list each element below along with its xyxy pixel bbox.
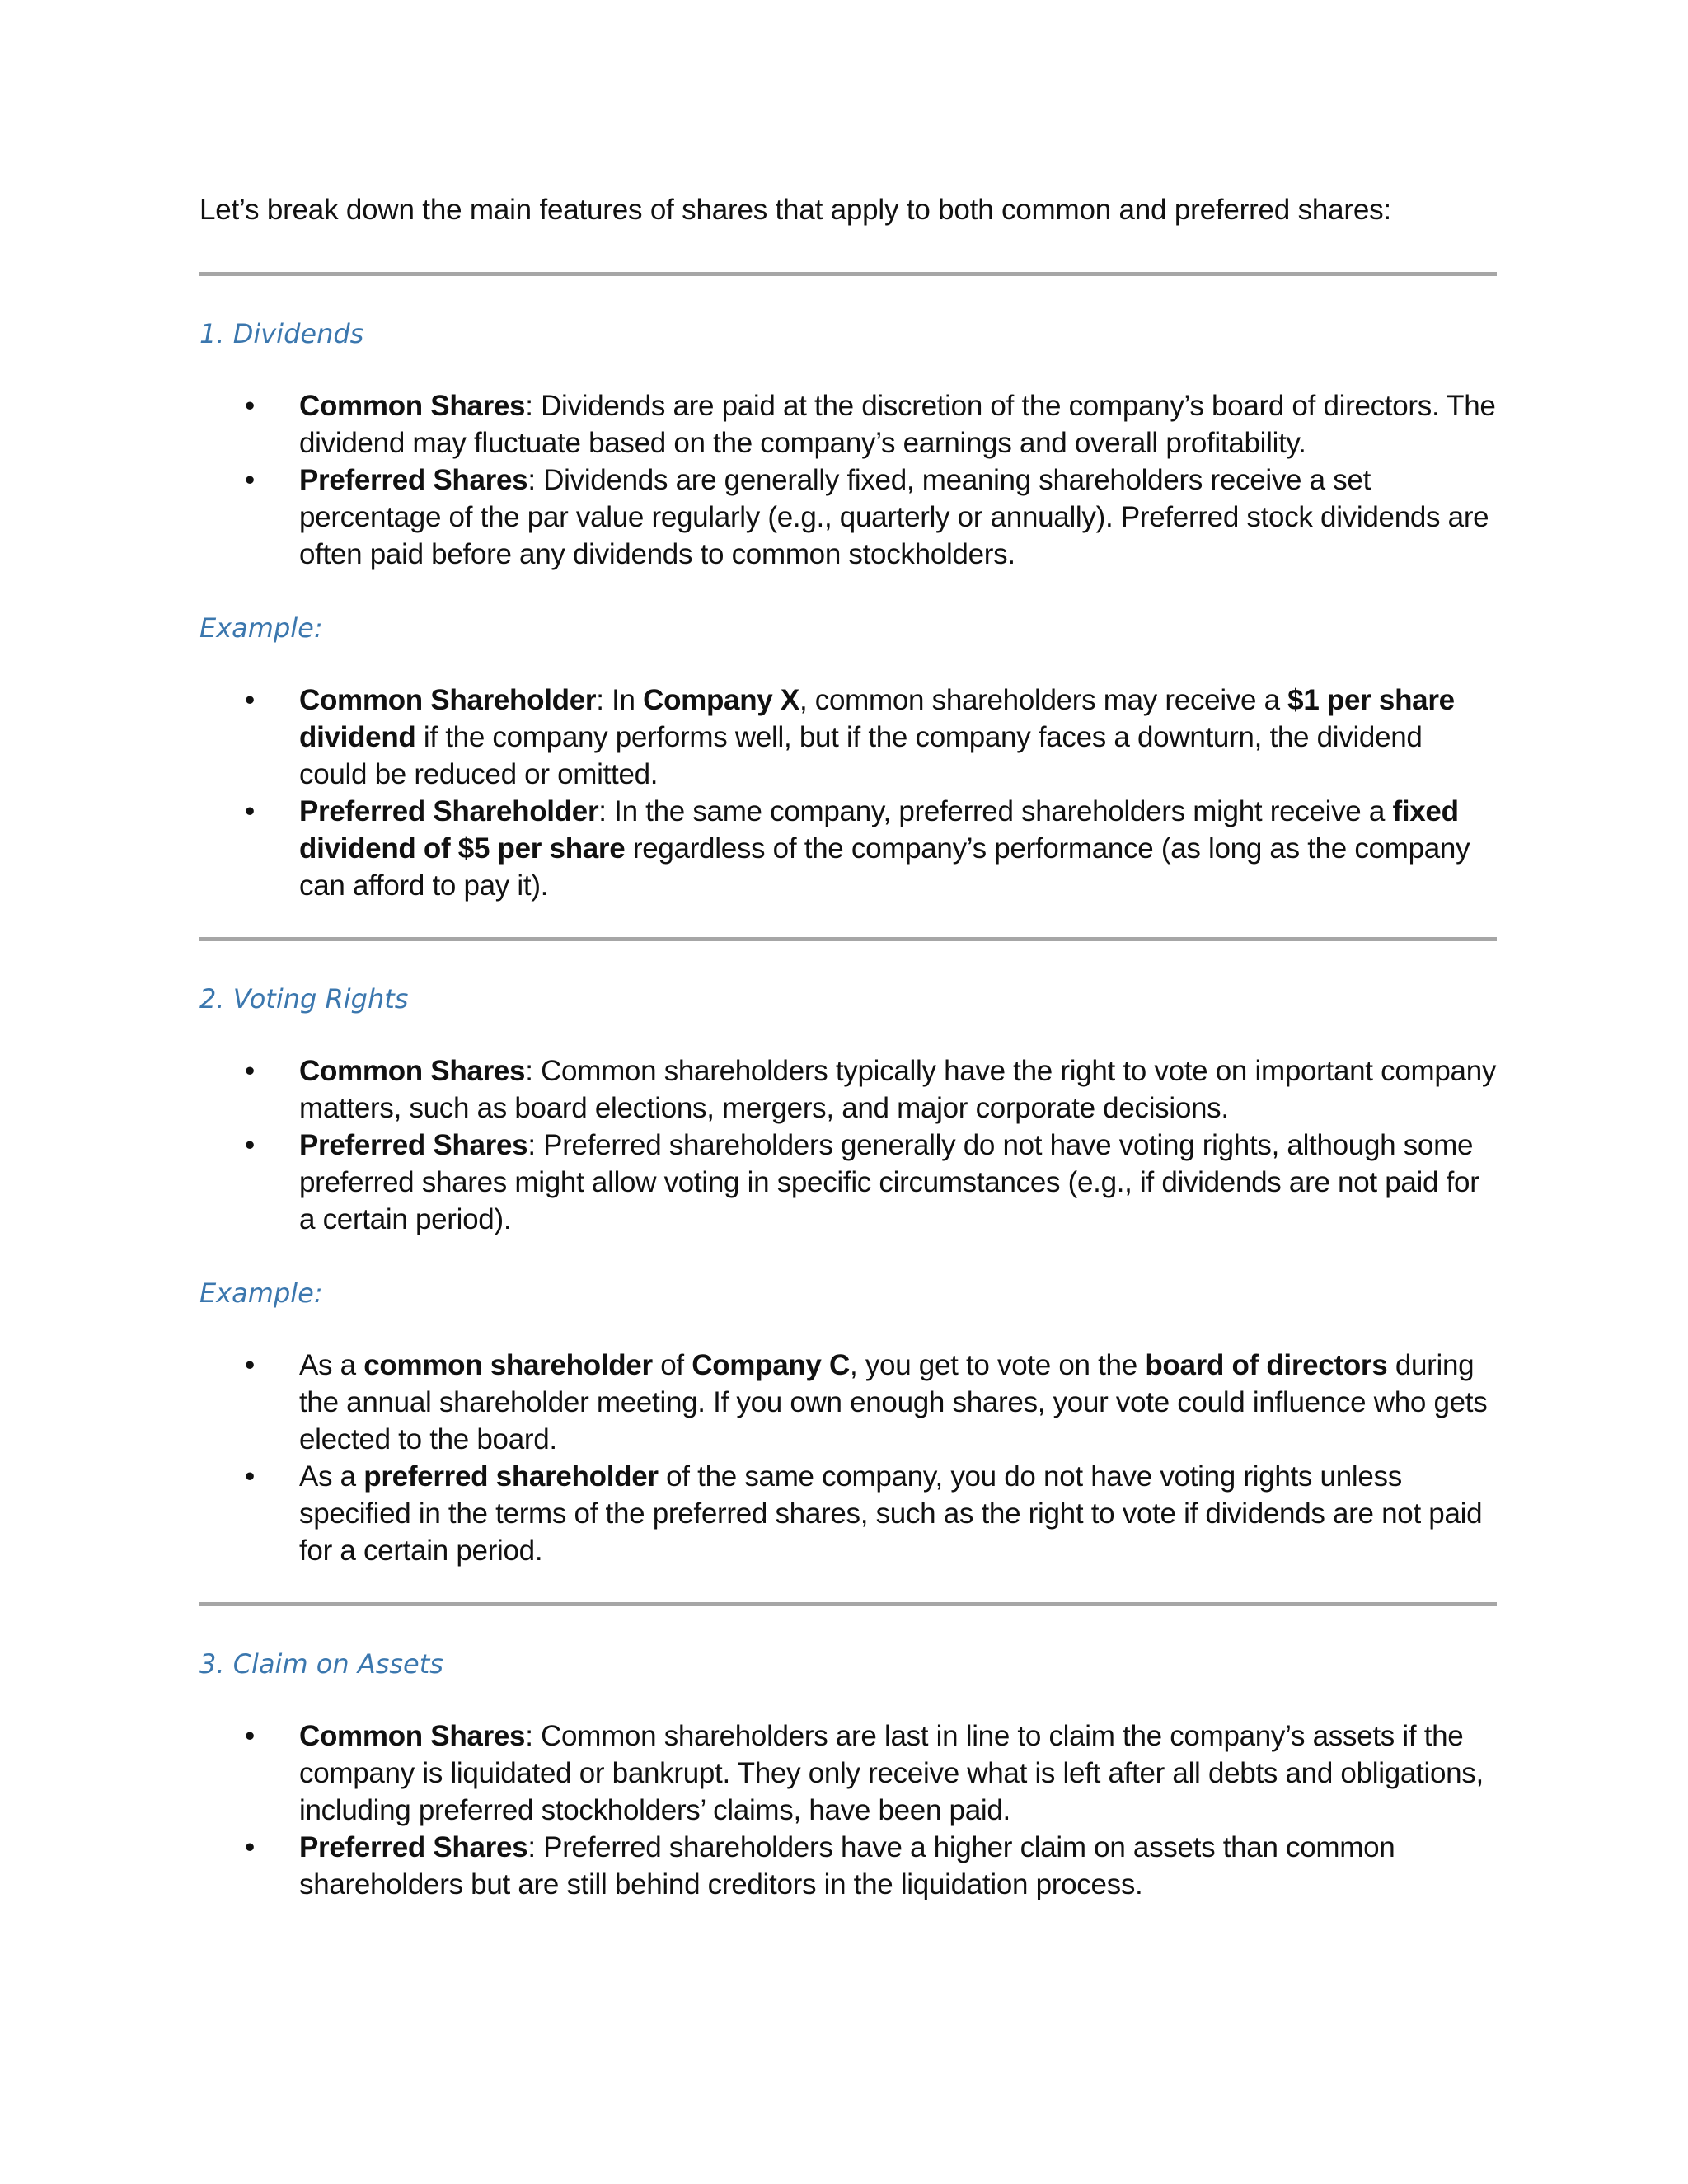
bold-term: $1 per share dividend (299, 684, 1455, 753)
text-run: of (652, 1349, 692, 1381)
voting-points-list (199, 1052, 1497, 1238)
voting-examples-list (199, 1347, 1497, 1569)
bullet-icon: • (245, 1831, 255, 1863)
text-run: during the annual shareholder meeting. If you own enough shares, your vote could influence who gets elected to the board. (299, 1349, 1488, 1455)
text-run: , you get to vote on the (850, 1349, 1146, 1381)
bold-term: Company X (643, 684, 799, 716)
text-run: if the company performs well, but if the company faces a downturn, the dividend could be reduced or omitted. (299, 721, 1423, 790)
list-item (199, 1718, 1497, 1829)
dividends-points-list (199, 387, 1497, 573)
text-run: : Common shareholders typically have the right to vote on important company matters, such as board elections, mergers, and major corporate decisions. (299, 1055, 1497, 1124)
section-heading-voting-rights: 2. Voting Rights (199, 983, 409, 1015)
bold-term: Preferred Shares (299, 464, 528, 496)
list-item (199, 793, 1497, 904)
section-divider (199, 937, 1497, 941)
list-item (199, 387, 1497, 462)
list-item (199, 1829, 1497, 1903)
bold-term: board of directors (1145, 1349, 1388, 1381)
bullet-icon: • (245, 795, 255, 827)
bullet-icon: • (245, 464, 255, 496)
dividends-examples-list (199, 682, 1497, 904)
bold-term: Preferred Shares (299, 1831, 528, 1863)
text-run: : In the same company, preferred shareholders might receive a (598, 795, 1393, 827)
text-run: As a (299, 1349, 364, 1381)
list-item (199, 462, 1497, 573)
section-divider (199, 272, 1497, 276)
text-run: regardless of the company’s performance (as long as the company can afford to pay it). (299, 832, 1470, 902)
text-run: : Dividends are paid at the discretion of the company’s board of directors. The dividend may fluctuate based on the company’s earnings and overall profitability. (299, 390, 1496, 459)
bold-term: Preferred Shareholder (299, 795, 599, 827)
bold-term: Preferred Shares (299, 1129, 528, 1161)
list-item (199, 1347, 1497, 1458)
text-run: : Preferred shareholders generally do not have voting rights, although some preferred shares might allow voting in specific circumstances (e.g., if dividends are not paid for a certain period). (299, 1129, 1479, 1235)
example-label: Example: (199, 612, 323, 644)
text-run: : Preferred shareholders have a higher claim on assets than common shareholders but are still behind creditors in the liquidation process. (299, 1831, 1395, 1900)
list-item (199, 1052, 1497, 1127)
list-item (199, 1458, 1497, 1569)
text-run: of the same company, you do not have voting rights unless specified in the terms of the preferred shares, such as the right to vote if dividends are not paid for a certain period. (299, 1460, 1483, 1567)
bullet-icon: • (245, 1460, 255, 1493)
bold-term: preferred shareholder (363, 1460, 659, 1493)
bullet-icon: • (245, 1349, 255, 1381)
text-run: : Common shareholders are last in line to claim the company’s assets if the company is liquidated or bankrupt. They only receive what is left after all debts and obligations, including preferred stockholders’ claims, have been paid. (299, 1720, 1484, 1826)
list-item (199, 1127, 1497, 1238)
section-heading-claim-on-assets: 3. Claim on Assets (199, 1648, 443, 1680)
example-label: Example: (199, 1277, 323, 1309)
list-item (199, 682, 1497, 793)
text-run: As a (299, 1460, 364, 1493)
bullet-icon: • (245, 1720, 255, 1752)
section-heading-dividends: 1. Dividends (199, 318, 364, 349)
bullet-icon: • (245, 1055, 255, 1087)
bullet-icon: • (245, 684, 255, 716)
claim-points-list (199, 1718, 1497, 1903)
bold-term: Common Shares (299, 1055, 526, 1087)
bold-term: common shareholder (363, 1349, 653, 1381)
bold-term: Common Shareholder (299, 684, 597, 716)
text-run: : Dividends are generally fixed, meaning shareholders receive a set percentage of the par value regularly (e.g., quarterly or annually). Preferred stock dividends are often paid before any dividends to common stockholders. (299, 464, 1489, 570)
section-divider (199, 1602, 1497, 1606)
document-page (199, 191, 1497, 1903)
text-run: : In (596, 684, 644, 716)
bold-term: Common Shares (299, 1720, 526, 1752)
text-run: , common shareholders may receive a (799, 684, 1288, 716)
bold-term: fixed dividend of $5 per share (299, 795, 1459, 865)
bold-term: Company C (692, 1349, 850, 1381)
bold-term: Common Shares (299, 390, 526, 422)
bullet-icon: • (245, 1129, 255, 1161)
intro-paragraph: Let’s break down the main features of shares that apply to both common and preferred shares: (199, 194, 1391, 226)
bullet-icon: • (245, 390, 255, 422)
